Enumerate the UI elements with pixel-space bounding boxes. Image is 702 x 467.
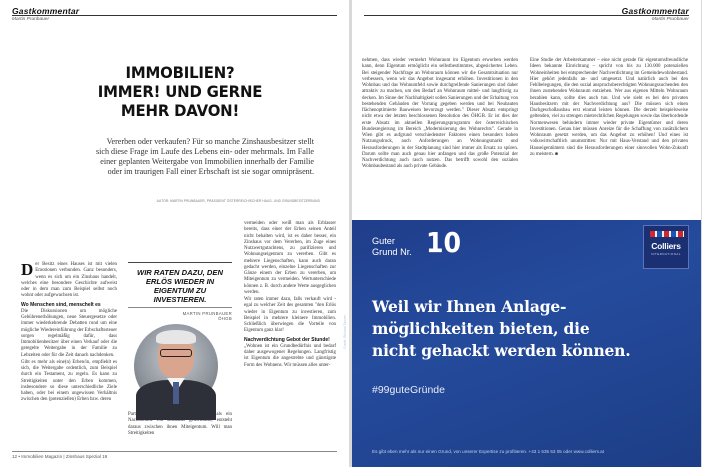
paragraph: Die Diskussionen um mögliche Gebührenerhöhungen, neue Steuergesetze oder immer wiederkehrende Debatten rund um eine mögliche Wiedereinführung der Erbschaftssteuer sorgen regelmäßig dafür, dass Immobilienbesitzer über einen Verkauf oder die geregelte Weitergabe in der Familie zu Lebzeiten oder für die Zeit danach nachdenken. [21,308,117,358]
header-author: Martin Prunbauer [651,17,689,22]
quote-attribution [128,311,232,322]
logo-stripes [650,231,684,237]
ad-label-guter: Guter [372,236,395,246]
ad-headline-line-2: möglichkeiten bieten, die [372,319,590,338]
subheading: Wo Menschen sind, menschelt es [21,301,101,308]
portrait-tie [173,382,179,404]
logo-name: Colliers [651,241,681,251]
headline-line-2: IMMER! UND GERNE [97,82,263,101]
header-rule [364,15,689,16]
quote-org: ÖHGB [218,316,232,322]
portrait-hair [156,330,196,344]
headline [60,63,299,120]
paragraph: Partner. Erben zum Beispiel mehrere als ein Nachkomme ein Zinshaus gemeinsam, entsteht daraus zwischen ihnen Miteigentum. Will man Streitigkeiten [128,412,232,436]
lead-paragraph: Vererben oder verkaufen? Für so manche Zinshausbesitzer stellt sich diese Frage im Laufe des Lebens ein- oder mehrmals. Im Falle einer geplanten Weitergabe von Immobilien innerhalb der Familie oder im traurigen Fall einer Erbschaft ist sie sogar omnipräsent. [95,137,314,177]
pull-quote-text: WIR RATEN DAZU, DEN ERLÖS WIEDER IN EIGENTUM ZU INVESTIEREN. [137,268,223,305]
ad-headline-line-1: Weil wir Ihnen Anlage- [372,297,567,316]
page-footer: 12 • Immobilien Magazin | Zinshaus Spezial 19 [12,454,108,459]
ad-number: 10 [426,226,462,259]
column-3 [244,221,336,370]
intro-text: er Besitz eines Hauses ist mit vielen Emotionen verbunden. Ganz besonders, wenn es sich um ein Zinshaus handelt, welches eine besondere Geschichte aufweist oder in dem man zum Beispiel selbst noch wohnt oder aufgewachsen ist. [21,262,117,299]
ad-hashtag: #99guteGründe [372,384,445,396]
section-title: Gastkommentar [621,6,689,16]
ad-headline [372,296,702,362]
quote-rule [128,307,232,308]
paragraph: Wir raten immer dazu, falls verkauft wird - egal zu welcher Zeit des gesamten "den Erlös wieder in Eigentum zu investieren, zum Beispiel in mehrere kleinere Immobilien. Schließlich überwiegen die Vorteile von Eigentum ganz klar! [244,297,336,334]
author-portrait [134,324,218,408]
intro-paragraph [21,262,117,300]
header-author: Martin Prunbauer [12,17,50,22]
ad-footer-text: Es gibt eben mehr als nur einen Grund, von unserer Expertise zu profitieren. +43 1 535 53 05 oder www.colliers.at [372,449,604,454]
pull-quote [128,262,232,304]
column-2-bottom [128,412,232,438]
ad-headline-line-3: nicht gehackt werden können. [372,341,631,360]
section-title: Gastkommentar [12,6,80,16]
headline-line-1: IMMOBILIEN? [125,63,235,82]
right-page [342,0,701,467]
headline-line-3: MEHR DAVON! [120,101,240,120]
left-header [12,6,79,22]
paragraph: nehmen, dass wieder vermehrt Wohnraum im Eigentum erworben werden kann, denn Eigentum ermöglicht ein selbstbestimmtes, abgesichertes Leben. Bei steigender Nachfrage an Wohnraum können wir die Gesamtsituation nur verbessern, wenn wir das Angebot insgesamt erhöhen. Investitionen in den Wohnbau und das Wohnumfeld sowie durchgreifende Sanierungen sind daher attraktiv zu machen, um den Bedarf an Wohnraum mittel- und langfristig zu decken. Im Sinne der Nachhaltigkeit sollen Sanierungen und der Erhaltung von bestehenden Gebäuden der Vorrang gegeben werden und bei Neubauten flächenoptimierte Bauweisen bevorzugt werden." Dieser Absatz entspringt nicht etwa der letzten beschlossenen Resolution des ÖHGB. Er ist dies der erste Absatz im aktuellen Regierungsprogramm der österreichischen Bundesregierung im Bereich „Modernisierung des Wohnrechts". Gerade in Wien gibt es aufgrund verschiedenster Faktoren einen besonders hohen Nutzungsdruck, auch Anforderungen an Wohnungsmarkt und Herausforderungen in der Stadtplanung sind hier immer als Ersatz zu spüren. Darum sollte man auch genau hier anfangen und das große Potenzial der Nachverdichtung auch rasch nutzen. Das betrifft sowohl den sozialen Wohnbaubestand als auch private Gebäude. [362,58,518,170]
logo-subtitle: INTERNATIONAL [651,252,681,256]
paragraph: Eine Studie der Arbeiterkammer – eine nicht gerade für eigentumsfreundliche Ideen bekannte Einrichtung – spricht von bis zu 130.000 potenziellen Wohneinheiten bei entsprechender Nachverdichtung im Gemeindewohnbestand. Hier gehört jedenfalls an- und umgesetzt. Und natürlich auch bei den Fehlbelegungen, die den sozial anspruchsberechtigten Wohnungssuchenden den ihnen zustehenden Wohnraum entziehen. Wer aus eigenen Mitteln Wohnraum bezahlen kann, sollte dies auch tun. Und wie sieht es bei den privaten Hausbesitzern mit der Nachverdichtung aus? Die müssen sich einen Dachgeschoßausbau erst einmal leisten können. Die derzeit beispielsweise geltenden, viel zu strengen mietrechtlichen Regelungen sowie das überbordende Normenwesen behindern immer wieder private Eigentümer und deren Investitionen. Genau hier müssen Anreize für die Schaffung von zusätzlichem Wohnraum gesetzt werden, um das Angebot zu erhöhen! Und eines ist volkswirtschaftlich unumstritten: Nur mit Haus-Verstand und den privaten Hauseigentümern sind die Herausforderungen einer sinnvollen Wohn-Zukunft zu meistern. ■ [530,58,688,157]
drop-cap: D [21,260,34,279]
subheading: Nachverdichtung Gebot der Stunde! [244,336,330,343]
photo-credit: Credit: Richard Tanzer [342,315,347,349]
column-1 [21,262,117,405]
header-rule [12,15,337,16]
right-header [622,6,689,22]
left-page [0,0,349,467]
footer-rule [12,451,337,452]
byline: AUTOR: MARTIN PRUNBAUER, PRÄSIDENT ÖSTERREICHISCHER HAUS- UND GRUNDBESITZERBUND [156,199,320,203]
paragraph: „Wohnen ist ein Grundbedürfnis und bedarf daher ausgewogener Regelungen. Langfristig ist Eigentum die angestrebte und günstigste Form des Wohnens. Wir müssen alles unter- [244,343,336,368]
paragraph: Gibt es mehr als eine(n) Erben/in, empfiehlt es sich, die Weitergabe ordentlich, zum Beispiel durch ein Testament, zu regeln. Es kann zu Streitigkeiten unter den Erben kommen, insbesondere so diese unterschiedliche Ziele haben, oder bei einem ungewissen Verhältnis zwischen den (potenziellen) Erben bzw. deren [21,359,117,403]
ad-label-grund: Grund Nr. [372,247,412,257]
column-2 [530,58,688,159]
column-1 [362,58,518,172]
paragraph: vermeiden oder weiß man als Erblasser bereits, dass einer der Erben seinen Anteil nicht behalten wird, ist es daher besser, ein Zinshaus vor dem Vererben, im Zuge eines Nutzwertgutachtens, zu parifizieren und Wohnungseigentum zu vererben. Gibt es mehrere Liegenschaften, kann auch daran gedacht werden, einzelne Liegenschaften zur Gänze einem der Erben zu vererben, um Miteigentum zu vermeiden. Wertunterschiede können z. B. durch andere Werte ausgeglichen werden. [244,221,336,295]
ad-label [372,236,412,258]
quote-name: MARTIN PRUNBAUER [182,311,232,316]
colliers-advertisement [342,220,701,467]
colliers-logo [643,225,689,269]
portrait-glasses [160,349,192,357]
